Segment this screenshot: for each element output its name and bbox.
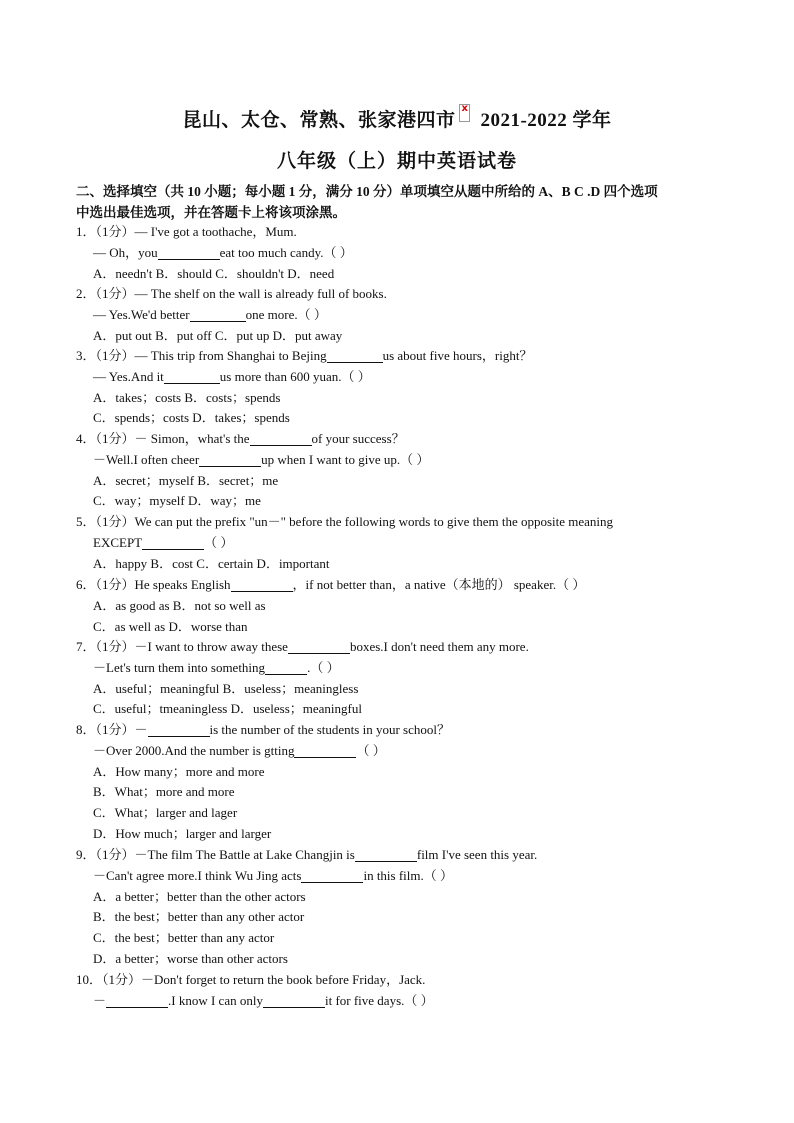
answer-blank — [142, 535, 204, 550]
answer-blank — [265, 660, 307, 675]
question-options: A．needn't B．should C．shouldn't D．need — [93, 265, 335, 281]
question-options: C．way；myself D．way；me — [93, 493, 261, 509]
answer-blank — [327, 348, 383, 363]
question-dialog: －Well.I often cheer up when I want to give up.（ ） — [93, 451, 430, 467]
question-10 — [76, 970, 696, 1012]
broken-image-icon — [459, 104, 470, 122]
question-dialog: EXCEPT （ ） — [93, 534, 234, 550]
answer-blank — [164, 369, 220, 384]
question-options: A．useful；meaningful B．useless；meaningless — [93, 680, 359, 696]
question-options: C．What；larger and lager — [93, 805, 238, 821]
question-options: D．How much；larger and larger — [93, 825, 272, 841]
question-3 — [76, 346, 696, 429]
question-stem: 2．（1分）— The shelf on the wall is already full of books. — [76, 286, 387, 301]
question-dialog: －Over 2000.And the number is gtting （ ） — [93, 742, 386, 758]
question-options: C．spends；costs D．takes；spends — [93, 410, 290, 426]
question-options: C．the best；better than any actor — [93, 930, 275, 946]
answer-blank — [158, 245, 220, 260]
question-1 — [76, 222, 696, 284]
title-right: 2021-2022 学年 — [480, 110, 612, 131]
question-options: A．a better；better than the other actors — [93, 888, 306, 904]
instruction-line: 中选出最佳选项，并在答题卡上将该项涂黑。 — [76, 205, 346, 220]
question-stem: 3．（1分）— This trip from Shanghai to Bejing us about five hours，right？ — [76, 348, 533, 363]
answer-blank — [106, 993, 168, 1008]
question-dialog: — Yes.And it us more than 600 yuan.（ ） — [93, 368, 371, 384]
instruction-line: 二、选择填空（共 10 小题；每小题 1 分，满分 10 分）单项填空从题中所给的 A、B C .D 四个选项 — [76, 184, 658, 199]
question-options: A．put out B．put off C．put up D．put away — [93, 327, 343, 343]
answer-blank — [301, 868, 363, 883]
question-4 — [76, 429, 696, 512]
question-stem: 6．（1分）He speaks English ，if not better than，a native（本地的） speaker.（ ） — [76, 577, 586, 592]
question-2 — [76, 284, 696, 346]
question-stem: 9．（1分）－The film The Battle at Lake Changjin is film I've seen this year. — [76, 847, 538, 862]
question-options: A．happy B．cost C．certain D．important — [93, 555, 330, 571]
answer-blank — [148, 722, 210, 737]
question-5 — [76, 512, 696, 574]
question-stem: 1．（1分）— I've got a toothache，Mum. — [76, 224, 297, 239]
section-instructions — [76, 181, 686, 223]
question-options: A．How many；more and more — [93, 763, 265, 779]
answer-blank — [190, 307, 246, 322]
answer-blank — [294, 743, 356, 758]
answer-blank — [355, 847, 417, 862]
question-stem: 7．（1分）－I want to throw away these boxes.I don't need them any more. — [76, 639, 529, 654]
answer-blank — [231, 577, 293, 592]
answer-blank — [199, 452, 261, 467]
question-stem: 4．（1分）－ Simon，what's the of your success？ — [76, 431, 405, 446]
question-9 — [76, 845, 696, 970]
question-dialog: － .I know I can only it for five days.（ ） — [93, 992, 434, 1008]
question-stem: 10．（1分）－Don't forget to return the book before Friday，Jack. — [76, 972, 426, 987]
question-dialog: — Oh，you eat too much candy.（ ） — [93, 244, 353, 260]
question-stem: 8．（1分）－ is the number of the students in your school？ — [76, 722, 450, 737]
question-options: D．a better；worse than other actors — [93, 950, 288, 966]
answer-blank — [250, 431, 312, 446]
title-left: 昆山、太仓、常熟、张家港四市 — [182, 110, 456, 131]
question-dialog: －Let's turn them into something .（ ） — [93, 659, 340, 675]
question-options: B．the best；better than any other actor — [93, 909, 305, 925]
question-options: C．useful；tmeaningless D．useless；meaningful — [93, 701, 362, 717]
question-options: B．What；more and more — [93, 784, 235, 800]
question-6 — [76, 575, 696, 637]
question-options: A．secret；myself B．secret；me — [93, 472, 279, 488]
question-options: A．as good as B．not so well as — [93, 597, 266, 613]
question-dialog: — Yes.We'd better one more.（ ） — [93, 306, 327, 322]
question-options: C．as well as D．worse than — [93, 618, 248, 634]
answer-blank — [263, 993, 325, 1008]
question-stem: 5．（1分）We can put the prefix "un－" before the following words to give them the opposite meaning — [76, 514, 614, 529]
question-options: A．takes；costs B．costs；spends — [93, 389, 281, 405]
question-7 — [76, 637, 696, 720]
question-8 — [76, 720, 696, 845]
exam-subtitle: 八年级（上）期中英语试卷 — [276, 151, 517, 172]
question-dialog: －Can't agree more.I think Wu Jing acts in this film.（ ） — [93, 867, 454, 883]
answer-blank — [288, 639, 350, 654]
exam-title — [0, 104, 794, 132]
